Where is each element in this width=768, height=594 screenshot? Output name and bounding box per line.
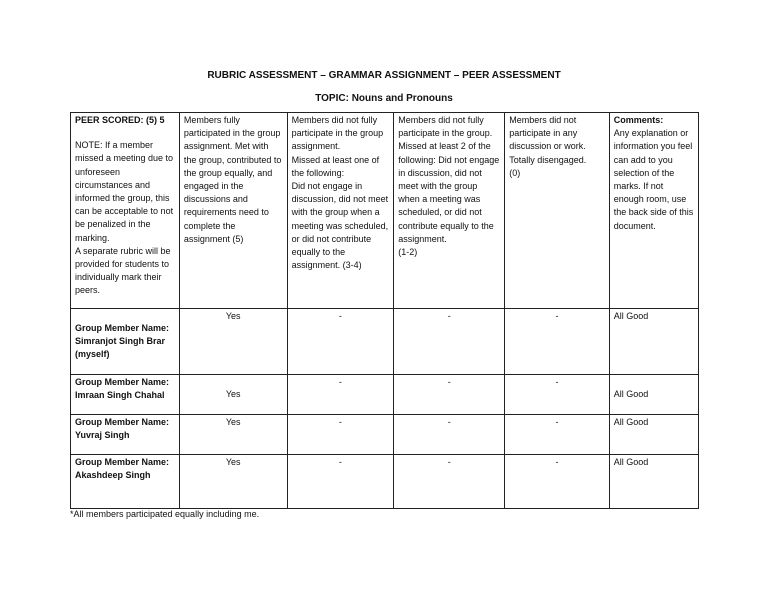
score-cell-partial: - bbox=[287, 309, 394, 375]
score-cell-full: Yes bbox=[179, 415, 287, 455]
score-cell-partial: - bbox=[287, 415, 394, 455]
score-cell-none: - bbox=[505, 375, 609, 415]
criterion-line: Did not engage in discussion, did not meet with the group when a meeting was scheduled, or did not contribute equally to the assignment. (3-4) bbox=[291, 181, 389, 271]
member-name-cell bbox=[71, 455, 180, 509]
criterion-full-participation bbox=[179, 113, 287, 309]
criterion-line: Members fully participated in the group assignment. Met with the group, contributed to the group equally, and engaged in the discussions and requirements need to complete the assignment (5) bbox=[183, 115, 282, 244]
member-name: Group Member Name: Yuvraj Singh bbox=[75, 417, 170, 441]
peer-scored-label: PEER SCORED: (5) 5 bbox=[75, 115, 165, 125]
criterion-no-participation bbox=[505, 113, 609, 309]
criterion-line: Members did not participate in any discussion or work. Totally disengaged. bbox=[509, 115, 587, 165]
comments-header-cell bbox=[609, 113, 698, 309]
comment-cell: All Good bbox=[609, 375, 698, 415]
comment-cell: All Good bbox=[609, 309, 698, 375]
score-cell-partial: - bbox=[287, 375, 394, 415]
rubric-table bbox=[70, 112, 699, 509]
criterion-line: (0) bbox=[509, 167, 521, 178]
member-name: Group Member Name: Akashdeep Singh bbox=[75, 457, 170, 481]
score-cell-partial: - bbox=[287, 455, 394, 509]
table-row bbox=[71, 455, 699, 509]
criterion-line: Missed at least one of the following: bbox=[291, 154, 380, 178]
score-cell-none: - bbox=[505, 309, 609, 375]
document-topic: TOPIC: Nouns and Pronouns bbox=[315, 93, 453, 104]
criterion-partial-participation bbox=[287, 113, 394, 309]
peer-scored-cell bbox=[71, 113, 180, 309]
table-row bbox=[71, 309, 699, 375]
comment-cell: All Good bbox=[609, 455, 698, 509]
score-cell-none: - bbox=[505, 455, 609, 509]
note-text: NOTE: If a member missed a meeting due to unforeseen circumstances and informed the group, this can be acceptable to not be penalized in the marking. bbox=[75, 140, 174, 243]
score-cell-low: - bbox=[394, 415, 505, 455]
score-cell-low: - bbox=[394, 309, 505, 375]
document-title: RUBRIC ASSESSMENT – GRAMMAR ASSIGNMENT – PEER ASSESSMENT bbox=[207, 70, 561, 81]
member-name: Group Member Name: Simranjot Singh Brar (myself) bbox=[75, 322, 170, 360]
score-cell-full: Yes bbox=[179, 375, 287, 415]
member-name: Group Member Name: Imraan Singh Chahal bbox=[75, 377, 170, 401]
criterion-line: Members did not fully participate in the group assignment. bbox=[291, 115, 384, 152]
score-cell-none: - bbox=[505, 415, 609, 455]
score-cell-full: Yes bbox=[179, 455, 287, 509]
rubric-header-row bbox=[71, 113, 699, 309]
criterion-line: Members did not fully participate in the group. Missed at least 2 of the following: Did not engage in discussion, did not meet with the group when a meeting was scheduled, or did not contribute equally to the assignment. bbox=[398, 115, 500, 244]
score-cell-low: - bbox=[394, 455, 505, 509]
score-cell-low: - bbox=[394, 375, 505, 415]
note-text-separate-rubric: A separate rubric will be provided for students to individually mark their peers. bbox=[75, 245, 171, 296]
criterion-low-participation bbox=[394, 113, 505, 309]
table-row bbox=[71, 415, 699, 455]
table-row bbox=[71, 375, 699, 415]
comments-heading: Comments: bbox=[613, 115, 664, 125]
criterion-line: (1-2) bbox=[398, 247, 418, 258]
comment-cell: All Good bbox=[609, 415, 698, 455]
footnote: *All members participated equally including me. bbox=[70, 509, 260, 519]
member-name-cell bbox=[71, 309, 180, 375]
comments-instructions: Any explanation or information you feel can add to you selection of the marks. If not enough room, use the back side of this document. bbox=[613, 128, 694, 231]
member-name-cell bbox=[71, 375, 180, 415]
score-cell-full: Yes bbox=[179, 309, 287, 375]
member-name-cell bbox=[71, 415, 180, 455]
